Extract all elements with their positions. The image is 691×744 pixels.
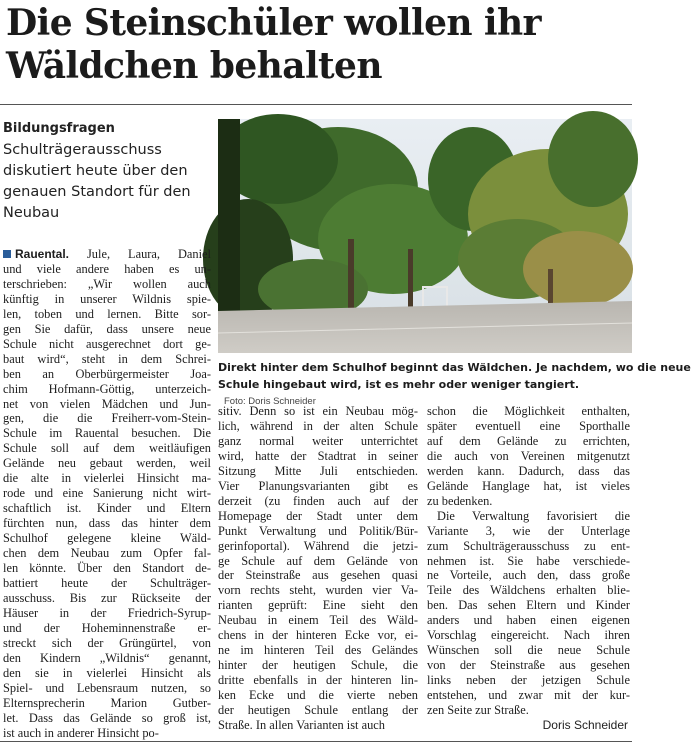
kicker: Bildungsfragen: [3, 121, 115, 136]
text-line: Schule soll auf dem weitläufigen: [3, 441, 211, 456]
text-line: Vorschlag eingereicht. Nach ihren: [427, 628, 630, 643]
text-line: ken Ecke und die vierte neben: [218, 688, 418, 703]
text-line: Sitzung Mitte Juli entschieden.: [218, 463, 418, 478]
subheadline: [3, 140, 213, 224]
text-line: rode und eine Sanierung nicht wirt-: [3, 486, 211, 501]
text-line: chens in der hinteren Ecke vor, ei-: [218, 628, 418, 643]
text-line: Gelände Hanglage hat, ist vieles: [427, 478, 630, 493]
caption-line-1: Direkt hinter dem Schulhof beginnt das Wäldchen. Je nachdem, wo die neue: [218, 361, 691, 374]
text-line: Schule im Rauental besuchen. Die: [3, 426, 211, 441]
text-line: vorn rechts steht, wurden vier Va-: [218, 583, 418, 598]
subhead-line: genauen Standort für den: [3, 184, 191, 200]
text-line: ausschuss. Bis zur Rückseite der: [3, 590, 211, 605]
text-line: hinter der heutigen Schule, die: [218, 658, 418, 673]
text-line: wird, hatte der Stadtrat in seiner: [218, 448, 418, 463]
text-line: Häuser in der Friedrich-Syrup-: [3, 605, 211, 620]
text-line: battiert heute der Schulträger-: [3, 575, 211, 590]
text-line: Elternsprecherin Marion Gutber-: [3, 695, 211, 710]
article-column-3: [427, 404, 630, 718]
schoolyard-photo: [218, 119, 632, 353]
text-line: gen Sie dafür, dass unsere neue: [3, 321, 211, 336]
text-line: terschrieben: „Wir wollen auch: [3, 276, 211, 291]
text-line: rianten geprüft: Eine sieht den: [218, 598, 418, 613]
text-line: chen dem Neubau zum Opfer fal-: [3, 546, 211, 561]
text-line: [3, 247, 211, 262]
text-line: und viele andere haben es un-: [3, 261, 211, 276]
headline-line-1: Die Steinschüler wollen ihr: [6, 2, 541, 44]
text-line: links neben der jetzigen Schule: [427, 673, 630, 688]
bottom-divider: [0, 741, 632, 742]
text-line: len, toben und lernen. Bitte sor-: [3, 306, 211, 321]
text-line: baut wird“, steht in dem Schrei-: [3, 351, 211, 366]
subhead-line: Neubau: [3, 205, 60, 221]
text-line: lich, während in der alten Schule: [218, 418, 418, 433]
text-line: len könnte. Über den Standort de-: [3, 561, 211, 576]
text-line: zen Seite zur Straße.: [427, 703, 529, 718]
text-line: ne Vorteile, auch den, dass große: [427, 568, 630, 583]
headline-line-2: Wäldchen behalten: [6, 45, 382, 87]
text-line: net von vielen Mädchen und Jun-: [3, 396, 211, 411]
text-line: den sie in vielerlei Hinsicht als: [3, 665, 211, 680]
article-column-1: [3, 247, 211, 740]
text-line: Schulhof gelegene kleine Wäld-: [3, 531, 211, 546]
photo-caption: [218, 359, 691, 410]
text-line: fürchten nun, dass das hinter dem: [3, 516, 211, 531]
text-line: zu bedenken.: [427, 493, 493, 508]
text-line-content: Jule, Laura, Daniel: [69, 247, 211, 261]
text-line: zum Schulträgerausschuss zu ent-: [427, 538, 630, 553]
text-line: entstehen, und zwar mit der kur-: [427, 688, 630, 703]
text-line: ge Schule auf dem Gelände von: [218, 553, 418, 568]
text-line: ben. Das sehen Eltern und Kinder: [427, 598, 630, 613]
text-line: chim Hofmann-Göttig, unterzeich-: [3, 381, 211, 396]
text-line: auf dem Gelände zu errichten,: [427, 433, 630, 448]
text-line: Gelände neu gebaut werden, weil: [3, 456, 211, 471]
text-line: ganz normal weiter unterrichtet: [218, 433, 418, 448]
square-bullet-icon: [3, 250, 11, 258]
author-byline: Doris Schneider: [542, 718, 628, 732]
text-line: derzeit (zu finden auch auf der: [218, 493, 418, 508]
text-line: ne im hinteren Teil des Geländes: [218, 643, 418, 658]
dateline-place: Rauental.: [15, 247, 70, 261]
text-line: Neubau in einem Teil des Wäld-: [218, 613, 418, 628]
text-line: der Steinstraße aus gesehen quasi: [218, 568, 418, 583]
text-line: Variante 3, wie der Unterlage: [427, 523, 630, 538]
text-line: werden kann. Dadurch, dass das: [427, 463, 630, 478]
text-line: Schule nicht ausgerechnet dort ge-: [3, 336, 211, 351]
text-line: sitiv. Denn so ist ein Neubau mög-: [218, 404, 418, 418]
text-line: Teile des Wäldchens erhalten blie-: [427, 583, 630, 598]
text-line: der heutigen Schule entlang der: [218, 703, 418, 718]
text-line: dritte ebenfalls in der hinteren lin-: [218, 673, 418, 688]
text-line: ist auch in anderer Hinsicht po-: [3, 725, 159, 740]
subhead-line: diskutiert heute über den: [3, 163, 188, 179]
text-line: let. Dass das Gelände so groß ist,: [3, 710, 211, 725]
text-line: anders und haben einen eigenen: [427, 613, 630, 628]
text-line: die auch von Vereinen mitgenutzt: [427, 448, 630, 463]
text-line: Homepage der Stadt unter dem: [218, 508, 418, 523]
text-line: Die Verwaltung favorisiert die: [437, 508, 630, 523]
text-line: künftig in unserer Wildnis spie-: [3, 291, 211, 306]
text-line: gerinfoportal). Während die jetzi-: [218, 538, 418, 553]
text-line: die alte in vielerlei Hinsicht ma-: [3, 471, 211, 486]
text-line: schon die Möglichkeit enthalten,: [427, 404, 630, 418]
text-line: nehmen ist. Sie habe verschiede-: [427, 553, 630, 568]
caption-text: Schule hingebaut wird, ist es mehr oder weniger tangiert.: [218, 378, 580, 391]
text-line: den Kindern „Wildnis“ genannt,: [3, 650, 211, 665]
text-line: streckt sich der Grüngürtel, von: [3, 635, 211, 650]
text-line: von der Steinstraße aus gesehen: [427, 658, 630, 673]
text-line: gen, die die Freiherr-vom-Stein-: [3, 411, 211, 426]
photo-credit: Foto: Doris Schneider: [224, 396, 316, 407]
text-line: Vier Planungsvarianten gibt es: [218, 478, 418, 493]
text-line: Straße. In allen Varianten ist auch: [218, 718, 385, 733]
text-line: schaftlich ist. Kinder und Eltern: [3, 501, 211, 516]
text-line: Punkt Verwaltung und Politik/Bür-: [218, 523, 418, 538]
headline-divider: [0, 104, 632, 105]
text-line: Spiel- und Lebensraum nutzen, so: [3, 680, 211, 695]
text-line: ben an Oberbürgermeister Joa-: [3, 366, 211, 381]
text-line: später eventuell eine Sporthalle: [427, 418, 630, 433]
text-line: Wünschen soll die neue Schule: [427, 643, 630, 658]
article-column-2: [218, 404, 418, 733]
subhead-line: Schulträgerausschuss: [3, 142, 162, 158]
headline: [6, 2, 626, 88]
text-line: und der Hoheminnenstraße er-: [3, 620, 211, 635]
